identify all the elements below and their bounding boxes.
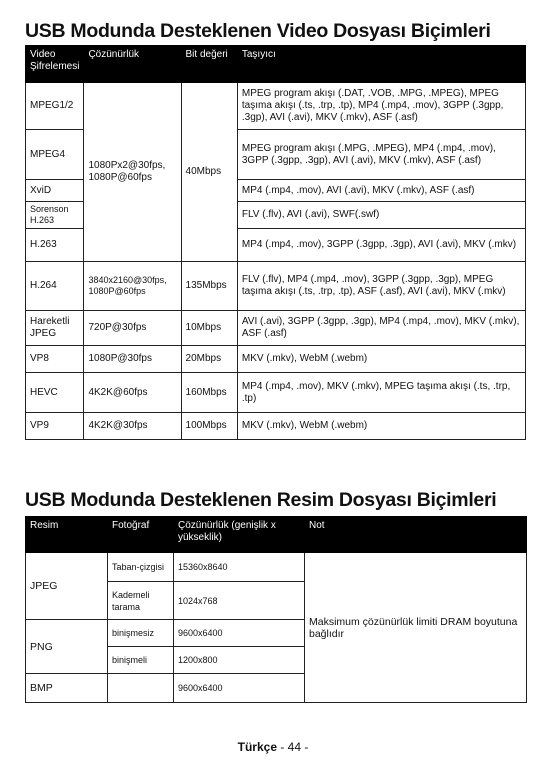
format-cell: PNG <box>26 620 108 674</box>
header-resolution: Çözünürlük (genişlik x yükseklik) <box>174 517 305 553</box>
bitrate-cell: 135Mbps <box>181 262 237 311</box>
resolution-cell: 3840x2160@30fps, 1080P@60fps <box>84 262 181 311</box>
table-row <box>26 262 526 311</box>
table-header-row <box>26 46 526 83</box>
container-cell: MKV (.mkv), WebM (.webm) <box>237 413 525 440</box>
table-header-row <box>26 517 527 553</box>
resolution-cell: 4K2K@30fps <box>84 413 181 440</box>
photo-cell: Kademeli tarama <box>108 582 174 620</box>
container-cell: MP4 (.mp4, .mov), MKV (.mkv), MPEG taşıma akışı (.ts, .trp, .tp) <box>237 373 525 413</box>
codec-cell: MPEG4 <box>26 130 84 180</box>
codec-cell: HEVC <box>26 373 84 413</box>
bitrate-cell: 100Mbps <box>181 413 237 440</box>
resolution-cell: 9600x6400 <box>174 620 305 647</box>
format-cell: BMP <box>26 674 108 703</box>
format-cell: JPEG <box>26 553 108 620</box>
container-cell: MP4 (.mp4, .mov), 3GPP (.3gpp, .3gp), AVI (.avi), MKV (.mkv) <box>237 229 525 262</box>
resolution-cell: 1024x768 <box>174 582 305 620</box>
codec-cell: MPEG1/2 <box>26 83 84 130</box>
table-row <box>26 83 526 130</box>
codec-cell: VP8 <box>26 346 84 373</box>
resolution-cell: 1200x800 <box>174 647 305 674</box>
header-note: Not <box>305 517 527 553</box>
container-cell: MPEG program akışı (.DAT, .VOB, .MPG, .MPEG), MPEG taşıma akışı (.ts, .trp, .tp), MP4 (.mp4, .mov), 3GPP (.3gpp, .3gp), AVI (.avi), MKV (.mkv), ASF (.asf) <box>237 83 525 130</box>
photo-cell: binişmeli <box>108 647 174 674</box>
codec-cell: H.263 <box>26 229 84 262</box>
header-resolution: Çözünürlük <box>84 46 181 83</box>
container-cell: MPEG program akışı (.MPG, .MPEG), MP4 (.mp4, .mov), 3GPP (.3gpp, .3gp), AVI (.avi), MKV (.mkv), ASF (.asf) <box>237 130 525 180</box>
page-number: - 44 - <box>280 740 309 754</box>
note-cell: Maksimum çözünürlük limiti DRAM boyutuna bağlıdır <box>305 553 527 703</box>
table-row <box>26 413 526 440</box>
footer-language: Türkçe <box>237 740 277 754</box>
merged-resolution-cell: 1080Px2@30fps, 1080P@60fps <box>84 83 181 262</box>
bitrate-cell: 160Mbps <box>181 373 237 413</box>
video-formats-table <box>25 45 526 440</box>
bitrate-cell: 10Mbps <box>181 311 237 346</box>
bitrate-cell: 20Mbps <box>181 346 237 373</box>
resolution-cell: 15360x8640 <box>174 553 305 582</box>
header-format: Resim <box>26 517 108 553</box>
image-formats-table <box>25 516 527 703</box>
resolution-cell: 1080P@30fps <box>84 346 181 373</box>
table-row <box>26 346 526 373</box>
container-cell: MKV (.mkv), WebM (.webm) <box>237 346 525 373</box>
table-row <box>26 553 527 582</box>
header-codec: Video Şifrelemesi <box>26 46 84 83</box>
resolution-cell: 9600x6400 <box>174 674 305 703</box>
photo-cell: Taban-çizgisi <box>108 553 174 582</box>
container-cell: FLV (.flv), AVI (.avi), SWF(.swf) <box>237 202 525 229</box>
merged-bitrate-cell: 40Mbps <box>181 83 237 262</box>
header-photo: Fotoğraf <box>108 517 174 553</box>
table-row <box>26 373 526 413</box>
codec-cell: VP9 <box>26 413 84 440</box>
photo-cell <box>108 674 174 703</box>
table-row <box>26 311 526 346</box>
photo-cell: binişmesiz <box>108 620 174 647</box>
resolution-cell: 4K2K@60fps <box>84 373 181 413</box>
container-cell: FLV (.flv), MP4 (.mp4, .mov), 3GPP (.3gpp, .3gp), MPEG taşıma akışı (.ts, .trp, .tp), ASF (.asf), AVI (.avi), MKV (.mkv) <box>237 262 525 311</box>
video-formats-title: USB Modunda Desteklenen Video Dosyası Biçimleri <box>25 20 491 42</box>
resolution-cell: 720P@30fps <box>84 311 181 346</box>
codec-cell: Hareketli JPEG <box>26 311 84 346</box>
header-bitrate: Bit değeri <box>181 46 237 83</box>
container-cell: AVI (.avi), 3GPP (.3gpp, .3gp), MP4 (.mp4, .mov), MKV (.mkv), ASF (.asf) <box>237 311 525 346</box>
codec-cell: H.264 <box>26 262 84 311</box>
codec-cell: XviD <box>26 180 84 202</box>
codec-cell: Sorenson H.263 <box>26 202 84 229</box>
header-container: Taşıyıcı <box>237 46 525 83</box>
page-footer <box>0 740 546 754</box>
image-formats-title: USB Modunda Desteklenen Resim Dosyası Biçimleri <box>25 489 497 511</box>
container-cell: MP4 (.mp4, .mov), AVI (.avi), MKV (.mkv), ASF (.asf) <box>237 180 525 202</box>
